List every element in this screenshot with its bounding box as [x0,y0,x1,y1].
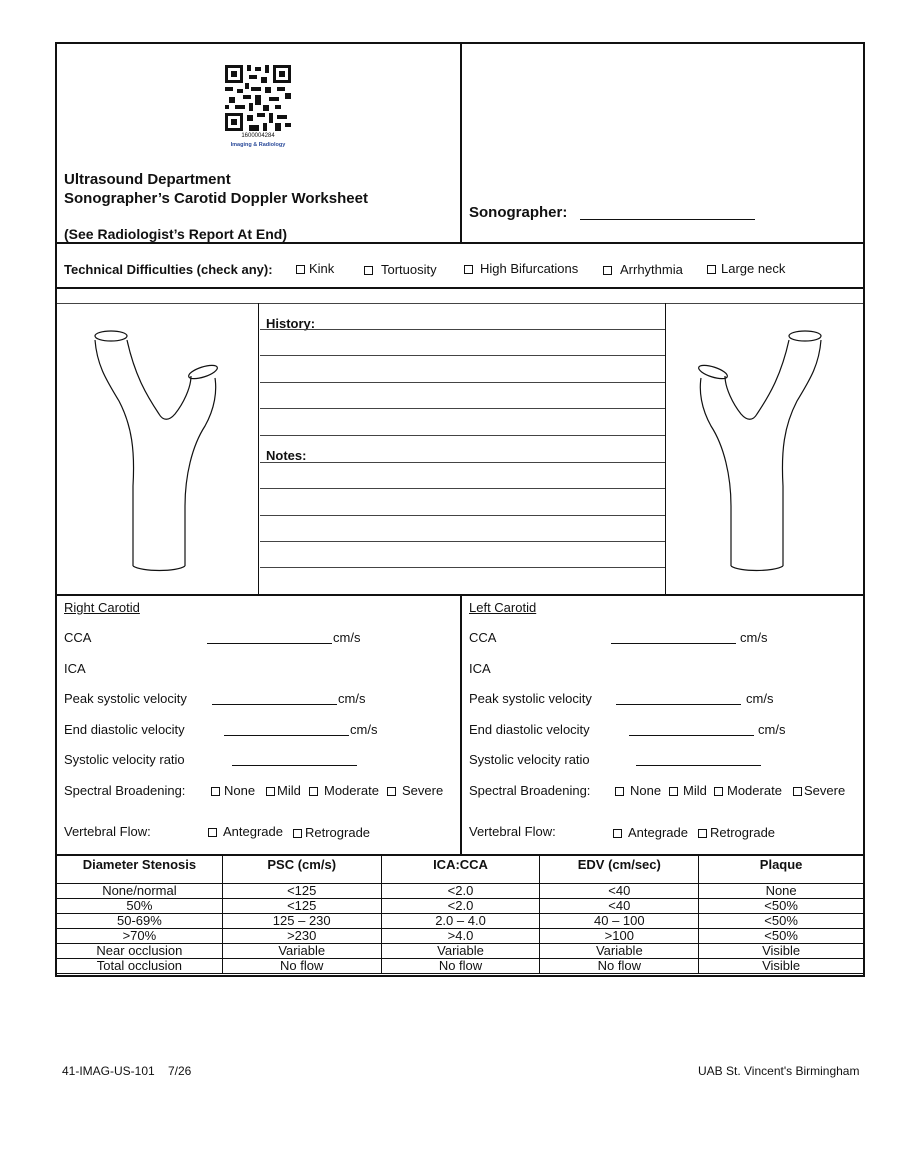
table-header: EDV (cm/sec) [540,856,699,884]
right-edv-label: End diastolic velocity [64,722,185,737]
notes-label: Notes: [266,448,307,463]
notes-right-divider [665,303,666,594]
high-bifurcations-checkbox[interactable] [464,265,473,274]
stenosis-criteria-table [56,855,864,974]
table-cell: Total occlusion [57,959,223,974]
tortuosity-option[interactable]: Tortuosity [364,262,437,277]
right-spectral-severe[interactable]: Severe [387,783,443,798]
left-ica-label: ICA [469,661,491,676]
left-psv-label: Peak systolic velocity [469,691,592,706]
left-edv-unit: cm/s [758,722,786,737]
checkbox[interactable] [387,787,396,796]
high-bifurcations-option[interactable]: High Bifurcations [464,261,578,276]
large-neck-option[interactable]: Large neck [707,261,785,276]
worksheet-form [55,42,865,977]
qr-caption: Imaging & Radiology [230,142,286,148]
worksheet-title: Sonographer’s Carotid Doppler Worksheet [64,190,368,207]
right-spectral-none[interactable]: None [211,783,255,798]
arrhythmia-checkbox[interactable] [603,266,612,275]
table-cell: Visible [699,959,864,974]
organization-name: UAB St. Vincent's Birmingham [698,1064,860,1078]
table-cell: <125 [222,899,381,914]
carotid-divider [460,594,462,855]
left-vertebral-label: Vertebral Flow: [469,824,556,839]
notes-line[interactable] [260,408,665,409]
table-header: PSC (cm/s) [222,856,381,884]
right-edv-field[interactable] [224,723,349,736]
table-cell: 40 – 100 [540,914,699,929]
table-header: Plaque [699,856,864,884]
large-neck-checkbox[interactable] [707,265,716,274]
table-row [57,929,864,944]
table-cell: No flow [381,959,540,974]
arrhythmia-option[interactable]: Arrhythmia [603,262,683,277]
right-svr-field[interactable] [232,753,357,766]
notes-left-divider [258,303,259,594]
left-cca-label: CCA [469,630,497,645]
left-carotid-diagram [694,326,829,584]
right-svr-label: Systolic velocity ratio [64,752,185,767]
checkbox[interactable] [293,829,302,838]
table-cell: <40 [540,884,699,899]
table-row [57,884,864,899]
table-cell: No flow [222,959,381,974]
left-spectral-mild[interactable]: Mild [669,783,707,798]
table-cell: 50% [57,899,223,914]
table-header: ICA:CCA [381,856,540,884]
table-cell: >100 [540,929,699,944]
table-cell: <40 [540,899,699,914]
right-spectral-moderate[interactable]: Moderate [309,783,379,798]
table-cell: >70% [57,929,223,944]
right-cca-label: CCA [64,630,92,645]
left-svr-label: Systolic velocity ratio [469,752,590,767]
checkbox[interactable] [669,787,678,796]
right-vertebral-label: Vertebral Flow: [64,824,151,839]
checkbox[interactable] [714,787,723,796]
table-cell: Near occlusion [57,944,223,959]
left-vertebral-antegrade[interactable]: Antegrade [613,825,688,840]
checkbox[interactable] [615,787,624,796]
right-carotid-heading: Right Carotid [64,600,140,615]
checkbox[interactable] [698,829,707,838]
notes-line[interactable] [260,515,665,516]
qr-number: 1600004284 [241,133,275,139]
right-cca-unit: cm/s [333,630,361,645]
checkbox[interactable] [793,787,802,796]
notes-line[interactable] [260,435,665,436]
left-spectral-label: Spectral Broadening: [469,783,591,798]
left-edv-label: End diastolic velocity [469,722,590,737]
technical-label: Technical Difficulties (check any): [64,262,273,277]
notes-line[interactable] [260,329,665,330]
table-row [57,959,864,974]
table-cell: <2.0 [381,884,540,899]
right-ica-label: ICA [64,661,86,676]
table-row [57,899,864,914]
notes-line[interactable] [260,488,665,489]
table-cell: Variable [381,944,540,959]
left-svr-field[interactable] [636,753,761,766]
table-cell: Variable [222,944,381,959]
left-spectral-severe[interactable]: Severe [793,783,845,798]
right-cca-field[interactable] [207,631,332,644]
department-title: Ultrasound Department [64,171,231,188]
right-edv-unit: cm/s [350,722,378,737]
notes-line[interactable] [260,567,665,568]
left-psv-unit: cm/s [746,691,774,706]
radiologist-report-note: (See Radiologist’s Report At End) [64,226,287,242]
sonographer-label: Sonographer: [469,204,568,221]
table-header: Diameter Stenosis [57,856,223,884]
qr-code [225,65,291,131]
checkbox[interactable] [208,828,217,837]
table-cell: <50% [699,929,864,944]
table-cell: >230 [222,929,381,944]
table-row [57,944,864,959]
table-cell: No flow [540,959,699,974]
notes-line[interactable] [260,355,665,356]
table-cell: Variable [540,944,699,959]
right-vertebral-retrograde[interactable]: Retrograde [293,825,370,840]
table-cell: None [699,884,864,899]
table-cell: 50-69% [57,914,223,929]
kink-checkbox[interactable] [296,265,305,274]
header-divider [460,44,462,242]
table-cell: <125 [222,884,381,899]
left-carotid-heading: Left Carotid [469,600,537,615]
left-edv-field[interactable] [629,723,754,736]
right-spectral-mild[interactable]: Mild [266,783,301,798]
left-psv-field[interactable] [616,692,741,705]
table-cell: 125 – 230 [222,914,381,929]
right-spectral-label: Spectral Broadening: [64,783,186,798]
right-vertebral-antegrade[interactable]: Antegrade [208,824,283,839]
table-cell: 2.0 – 4.0 [381,914,540,929]
form-revision: 7/26 [168,1064,192,1078]
left-spectral-moderate[interactable]: Moderate [714,783,782,798]
left-cca-field[interactable] [611,631,736,644]
checkbox[interactable] [309,787,318,796]
spacer-rule [57,303,863,304]
checkbox[interactable] [266,787,275,796]
table-cell: <50% [699,899,864,914]
left-vertebral-retrograde[interactable]: Retrograde [698,825,775,840]
table-row [57,914,864,929]
notes-line[interactable] [260,462,665,463]
notes-line[interactable] [260,541,665,542]
table-cell: Visible [699,944,864,959]
right-psv-field[interactable] [212,692,337,705]
table-cell: >4.0 [381,929,540,944]
right-carotid-diagram [87,326,222,584]
history-label: History: [266,316,316,331]
checkbox[interactable] [211,787,220,796]
header-bottom-rule [57,242,863,244]
notes-line[interactable] [260,382,665,383]
technical-bottom-rule [57,287,863,289]
sonographer-field[interactable] [580,204,755,220]
kink-option[interactable]: Kink [296,261,334,276]
table-cell: <50% [699,914,864,929]
left-spectral-none[interactable]: None [615,783,661,798]
tortuosity-checkbox[interactable] [364,266,373,275]
form-id: 41-IMAG-US-101 [62,1064,155,1078]
checkbox[interactable] [613,829,622,838]
table-cell: <2.0 [381,899,540,914]
left-cca-unit: cm/s [740,630,768,645]
right-psv-label: Peak systolic velocity [64,691,187,706]
table-cell: None/normal [57,884,223,899]
table-header-row [57,856,864,884]
right-psv-unit: cm/s [338,691,366,706]
